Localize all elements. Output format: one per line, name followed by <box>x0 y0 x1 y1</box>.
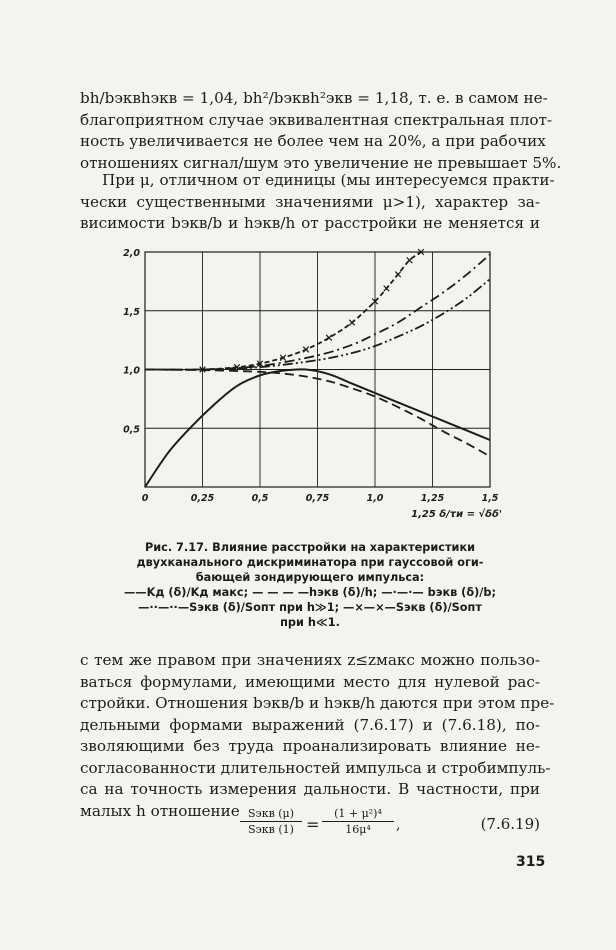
text-line: ность увеличивается не более чем на 20%, а при рабочих <box>80 132 546 150</box>
text-line: отношениях сигнал/шум это увеличение не превышает 5%. <box>80 153 562 172</box>
text-line: При μ, отличном от единицы (мы интересуемся практи- <box>102 171 555 189</box>
text-line: чески существенными значениями μ>1), характер за- <box>80 192 540 211</box>
equation-comma: , <box>396 817 401 833</box>
figure-7-17-chart <box>100 245 520 529</box>
text-line: bh/bэквhэкв = 1,04, bh²/bэквh²экв = 1,18, т. е. в самом не- <box>80 89 548 107</box>
page-number: 315 <box>516 854 546 870</box>
equation-number: (7.6.19) <box>480 815 540 833</box>
paragraph-top <box>80 88 562 174</box>
x-tick-label: 0 <box>141 493 149 504</box>
series-point-cross <box>326 335 332 341</box>
text-line: висимости bэкв/b и hэкв/h от расстройки не меняется и <box>80 214 540 232</box>
paragraph-bottom <box>80 650 555 822</box>
text-line: стройки. Отношения bэкв/b и hэкв/h даются при этом пре- <box>80 694 555 712</box>
text-line: ваться формулами, имеющими место для нулевой рас- <box>80 672 540 691</box>
caption-line: бающей зондирующего импульса: <box>195 571 425 584</box>
rhs-fraction <box>322 807 394 836</box>
paragraph-middle <box>80 170 555 235</box>
text-line: зволяющими без труда проанализировать влияние не- <box>80 737 540 755</box>
text-line: малых h отношение <box>80 801 240 820</box>
caption-legend-line: при h≪1. <box>280 616 340 629</box>
figure-caption <box>90 540 530 630</box>
equation-7-6-19 <box>240 807 540 847</box>
x-axis-label: 1,25 δ/τи = √δδ' <box>411 509 502 520</box>
caption-legend-line: —··—··—Sэкв (δ)/Sопт при h≫1; —×—×—Sэкв (δ)/Sопт <box>138 601 482 614</box>
caption-line: двухканального дискриминатора при гауссовой оги- <box>136 556 484 569</box>
x-tick-label: 1,5 <box>481 493 499 504</box>
series-point-cross <box>407 257 413 263</box>
x-tick-label: 1,25 <box>420 493 445 504</box>
y-tick-label: 1,0 <box>123 365 140 377</box>
text-line: са на точность измерения дальности. В частности, при <box>80 780 540 798</box>
series-point-cross <box>395 272 401 278</box>
lhs-numerator: Sэкв (μ) <box>240 807 302 822</box>
lhs-fraction <box>240 807 302 836</box>
text-line: согласованности длительностей импульса и стробимпуль- <box>80 758 551 777</box>
text-line: с тем же правом при значениях z≤zмакс можно пользо- <box>80 651 540 669</box>
x-tick-label: 0,5 <box>251 493 269 504</box>
x-tick-label: 0,75 <box>305 493 330 504</box>
y-tick-label: 2,0 <box>123 248 140 259</box>
rhs-denominator: 16μ⁴ <box>345 823 371 836</box>
lhs-denominator: Sэкв (1) <box>248 823 294 836</box>
equals-sign: = <box>306 815 320 834</box>
text-line: дельными формами выражений (7.6.17) и (7.6.18), по- <box>80 715 540 734</box>
x-tick-label: 1,0 <box>366 493 384 504</box>
caption-line: Рис. 7.17. Влияние расстройки на характеристики <box>144 541 476 554</box>
text-line: благоприятном случае эквивалентная спектральная плот- <box>80 110 553 129</box>
caption-legend-line: ——Kд (δ)/Kд макс; — — — —hэкв (δ)/h; —·—·— bэкв (δ)/b; <box>123 586 497 599</box>
y-tick-label: 1,5 <box>123 306 140 318</box>
series-point-cross <box>349 320 355 326</box>
x-tick-label: 0,25 <box>190 493 215 504</box>
y-tick-label: 0,5 <box>123 424 140 436</box>
chart-svg <box>100 245 520 525</box>
series-point-cross <box>384 286 390 292</box>
rhs-numerator: (1 + μ²)⁴ <box>322 807 394 822</box>
